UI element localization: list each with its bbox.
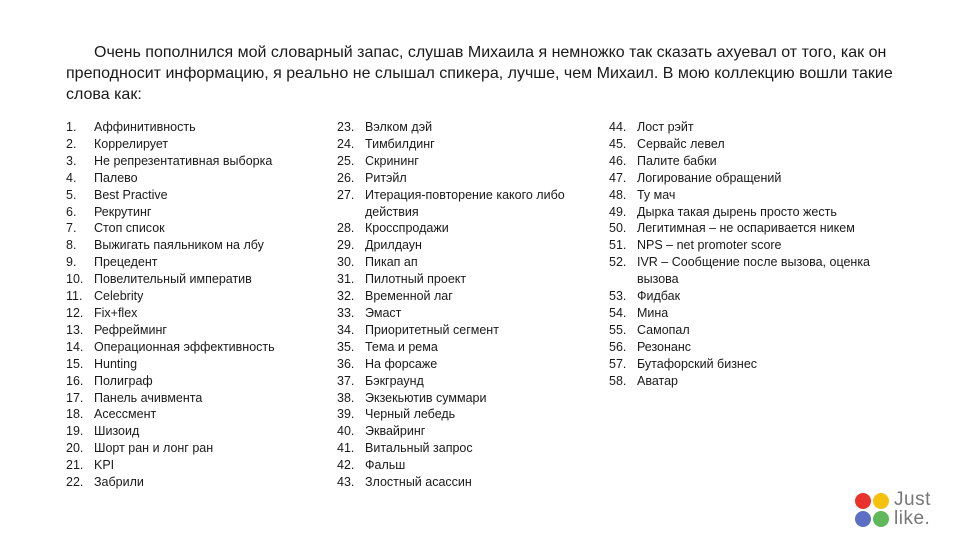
list-item-number: 39.: [337, 407, 355, 422]
list-item: [337, 153, 587, 170]
list-item-text: Злостный асассин: [365, 475, 472, 490]
list-item: [337, 187, 587, 221]
list-item-number: 22.: [66, 475, 84, 490]
list-item-text: Временной лаг: [365, 289, 453, 304]
list-item: [337, 220, 587, 237]
just-like-logo: [855, 491, 945, 531]
list-item-text: Прецедент: [94, 255, 158, 270]
list-item-text: Fix+flex: [94, 305, 138, 320]
list-item: [66, 187, 316, 204]
list-item: [337, 406, 587, 423]
list-item: [66, 237, 316, 254]
list-item-number: 51.: [609, 238, 627, 253]
list-item-text: Самопал: [637, 322, 690, 337]
list-item: [66, 373, 316, 390]
list-item-text: Легитимная – не оспаривается никем: [637, 221, 855, 236]
list-item-text: Фальш: [365, 458, 406, 473]
list-item-number: 20.: [66, 441, 84, 456]
list-item-number: 57.: [609, 356, 627, 371]
list-item-number: 12.: [66, 305, 84, 320]
list-item-text: Повелительный императив: [94, 272, 252, 287]
logo-text-line-1: Just: [894, 489, 931, 510]
list-item-text: Фидбак: [637, 289, 681, 304]
list-item-text: Бутафорский бизнес: [637, 356, 758, 371]
list-item-number: 46.: [609, 153, 627, 168]
list-item: [609, 339, 889, 356]
list-item-number: 44.: [609, 120, 627, 134]
list-item-number: 29.: [337, 238, 355, 253]
list-item: [337, 119, 587, 136]
list-item-number: 23.: [337, 120, 355, 134]
list-item-number: 14.: [66, 339, 84, 354]
word-list-column-2: [337, 119, 587, 491]
list-item-number: 58.: [609, 373, 627, 388]
list-item: [609, 356, 889, 373]
list-item-text: Аффинитивность: [94, 120, 196, 134]
list-item-text: Выжигать паяльником на лбу: [94, 238, 264, 253]
list-item-text: Пикап ап: [365, 255, 418, 270]
list-item: [337, 373, 587, 390]
list-item-number: 24.: [337, 136, 355, 151]
list-item-number: 43.: [337, 475, 355, 490]
list-item: [609, 204, 889, 221]
word-list-column-3: [609, 119, 889, 390]
list-item-text: Лост рэйт: [637, 120, 694, 134]
list-item-text: Витальный запрос: [365, 441, 473, 456]
list-item-number: 31.: [337, 272, 355, 287]
list-item: [609, 288, 889, 305]
list-item: [66, 406, 316, 423]
list-item: [609, 220, 889, 237]
list-item-number: 9.: [66, 255, 77, 270]
list-item-text: Итерация-повторение какого либо действия: [365, 187, 565, 219]
list-item-text: Ритэйл: [365, 170, 407, 185]
list-item-number: 36.: [337, 356, 355, 371]
list-item-number: 25.: [337, 153, 355, 168]
logo-dot-green: [873, 511, 889, 527]
list-item: [337, 356, 587, 373]
list-item: [66, 170, 316, 187]
list-item: [337, 237, 587, 254]
list-item: [66, 305, 316, 322]
logo-dot-red: [855, 493, 871, 509]
list-item-number: 26.: [337, 170, 355, 185]
list-item-number: 56.: [609, 339, 627, 354]
word-list-column-1: [66, 119, 316, 491]
list-item: [337, 474, 587, 491]
list-item: [66, 153, 316, 170]
list-item-number: 34.: [337, 322, 355, 337]
list-item: [66, 457, 316, 474]
logo-dot-yellow: [873, 493, 889, 509]
list-item: [609, 136, 889, 153]
list-item-text: Кросспродажи: [365, 221, 449, 236]
list-item-number: 55.: [609, 322, 627, 337]
list-item-text: Резонанс: [637, 339, 692, 354]
list-item-text: Аватар: [637, 373, 679, 388]
list-item: [609, 187, 889, 204]
list-item-text: Мина: [637, 305, 669, 320]
list-item: [609, 322, 889, 339]
list-item: [66, 254, 316, 271]
list-item-number: 47.: [609, 170, 627, 185]
list-item-number: 50.: [609, 221, 627, 236]
list-item: [609, 170, 889, 187]
list-item: [66, 119, 316, 136]
list-item-text: Асессмент: [94, 407, 157, 422]
list-item-number: 33.: [337, 305, 355, 320]
list-item-number: 35.: [337, 339, 355, 354]
list-item-text: NPS – net promoter score: [637, 238, 782, 253]
list-item-text: Бэкграунд: [365, 373, 424, 388]
list-item-number: 11.: [66, 289, 83, 304]
list-item-number: 37.: [337, 373, 355, 388]
list-item: [66, 423, 316, 440]
logo-text: [894, 490, 944, 528]
list-item-number: 15.: [66, 356, 84, 371]
list-item-number: 52.: [609, 255, 627, 270]
list-item: [609, 305, 889, 322]
list-item-text: Сервайс левел: [637, 136, 725, 151]
list-item-text: Рефрейминг: [94, 322, 167, 337]
list-item: [609, 119, 889, 136]
list-item-number: 10.: [66, 272, 84, 287]
list-item: [337, 339, 587, 356]
list-item: [66, 390, 316, 407]
list-item-text: IVR – Сообщение после вызова, оценка вызова: [637, 255, 871, 287]
list-item-text: Экзекьютив суммари: [365, 390, 487, 405]
list-item-text: Best Practive: [94, 187, 168, 202]
list-item-text: Не репрезентативная выборка: [94, 153, 273, 168]
list-item-number: 28.: [337, 221, 355, 236]
list-item-number: 53.: [609, 289, 627, 304]
list-item-number: 54.: [609, 305, 627, 320]
list-item-number: 16.: [66, 373, 84, 388]
list-item-text: Celebrity: [94, 289, 144, 304]
list-item-text: Эквайринг: [365, 424, 426, 439]
list-item-number: 41.: [337, 441, 355, 456]
list-item-number: 30.: [337, 255, 355, 270]
list-item-text: Палево: [94, 170, 138, 185]
list-item-text: Hunting: [94, 356, 138, 371]
list-item-number: 2.: [66, 136, 77, 151]
list-item-text: Полиграф: [94, 373, 153, 388]
list-item: [66, 339, 316, 356]
list-item-text: Операционная эффективность: [94, 339, 275, 354]
list-item-text: Панель ачивмента: [94, 390, 203, 405]
list-item-text: Логирование обращений: [637, 170, 782, 185]
list-item-text: Забрили: [94, 475, 144, 490]
list-item-number: 27.: [337, 187, 355, 202]
list-item-text: Шизоид: [94, 424, 140, 439]
list-item-number: 13.: [66, 322, 84, 337]
list-item: [609, 237, 889, 254]
list-item-text: Рекрутинг: [94, 204, 152, 219]
list-item-number: 6.: [66, 204, 77, 219]
list-item-number: 19.: [66, 424, 84, 439]
list-item-text: Дрилдаун: [365, 238, 422, 253]
list-item-number: 17.: [66, 390, 84, 405]
list-item: [66, 220, 316, 237]
list-item-number: 32.: [337, 289, 355, 304]
list-item-text: Черный лебедь: [365, 407, 456, 422]
list-item: [337, 423, 587, 440]
list-item-number: 1.: [66, 120, 77, 134]
list-item: [609, 153, 889, 170]
list-item-text: Ту мач: [637, 187, 676, 202]
list-item-number: 7.: [66, 221, 77, 236]
list-item: [337, 288, 587, 305]
list-item: [337, 440, 587, 457]
list-item-text: На форсаже: [365, 356, 438, 371]
list-item: [337, 271, 587, 288]
list-item-number: 42.: [337, 458, 355, 473]
list-item-text: Приоритетный сегмент: [365, 322, 499, 337]
list-item: [66, 356, 316, 373]
list-item: [609, 373, 889, 390]
intro-paragraph: Очень пополнился мой словарный запас, слушав Михаила я немножко так сказать ахуевал от того, как он преподносит информацию, я реально не слышал спикера, лучше, чем Михаил. В мою коллекцию вошли такие слова как:: [66, 44, 893, 103]
list-item: [66, 136, 316, 153]
list-item: [337, 457, 587, 474]
list-item-number: 38.: [337, 390, 355, 405]
list-item-number: 3.: [66, 153, 77, 168]
list-item: [337, 305, 587, 322]
logo-text-line-2: like.: [894, 508, 931, 529]
list-item: [609, 254, 889, 288]
list-item-text: Пилотный проект: [365, 272, 467, 287]
list-item-number: 4.: [66, 170, 77, 185]
list-item-number: 21.: [66, 458, 84, 473]
list-item-text: Тимбилдинг: [365, 136, 435, 151]
list-item-text: Коррелирует: [94, 136, 169, 151]
list-item: [66, 474, 316, 491]
list-item: [66, 440, 316, 457]
list-item: [337, 136, 587, 153]
list-item: [337, 390, 587, 407]
list-item-number: 48.: [609, 187, 627, 202]
list-item-number: 40.: [337, 424, 355, 439]
list-item-text: Шорт ран и лонг ран: [94, 441, 214, 456]
list-item: [66, 322, 316, 339]
list-item-text: Дырка такая дырень просто жесть: [637, 204, 837, 219]
list-item-text: Скрининг: [365, 153, 419, 168]
list-item-number: 18.: [66, 407, 84, 422]
list-item-text: Стоп список: [94, 221, 165, 236]
list-item-number: 8.: [66, 238, 77, 253]
list-item-number: 45.: [609, 136, 627, 151]
list-item: [66, 271, 316, 288]
list-item-text: Вэлком дэй: [365, 120, 433, 134]
list-item-text: Тема и рема: [365, 339, 438, 354]
list-item-number: 5.: [66, 187, 77, 202]
list-item: [337, 322, 587, 339]
logo-dot-blue: [855, 511, 871, 527]
list-item-text: KPI: [94, 458, 115, 473]
list-item: [337, 254, 587, 271]
list-item: [66, 288, 316, 305]
list-item-text: Эмаст: [365, 305, 402, 320]
list-item-text: Палите бабки: [637, 153, 717, 168]
list-item-number: 49.: [609, 204, 627, 219]
list-item: [337, 170, 587, 187]
list-item: [66, 204, 316, 221]
